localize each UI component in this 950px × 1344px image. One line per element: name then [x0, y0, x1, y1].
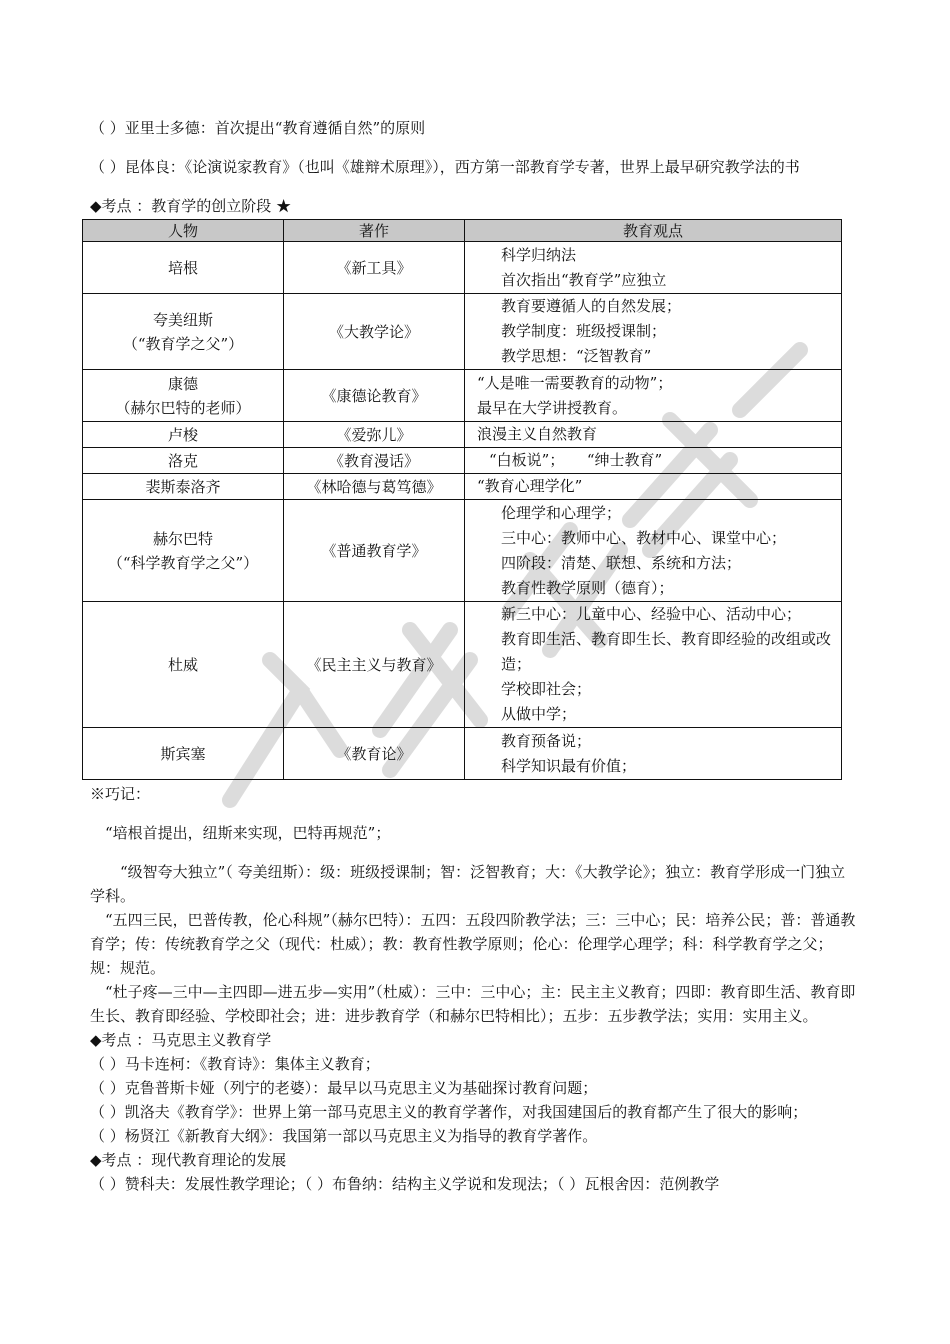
work-cell: 《康德论教育》: [284, 370, 465, 422]
table-header-row: [83, 220, 842, 242]
person-note: （“科学教育学之父”）: [107, 553, 259, 572]
table-row: [83, 422, 842, 448]
header-views: 教育观点: [465, 220, 842, 242]
view-item: 教育即生活、教育即生长、教育即经验的改组或改造；: [501, 630, 832, 673]
views-cell: [465, 474, 842, 500]
views-cell: [465, 500, 842, 602]
view-item: 科学知识最有价值；: [501, 756, 637, 775]
view-item: 学校即社会；: [501, 680, 592, 698]
work-cell: 《大教学论》: [284, 294, 465, 370]
text-line: （ ）凯洛夫《教育学》：世界上第一部马克思主义的教育学著作，对我国建国后的教育都产生了很大的影响；: [90, 1103, 808, 1121]
text-line: （ ）马卡连柯：《教育诗》：集体主义教育；: [90, 1055, 380, 1073]
view-item: “白板说”； “绅士教育”: [489, 451, 663, 469]
person-name: 杜威: [167, 655, 198, 674]
person-cell: [83, 294, 284, 370]
view-item: 教育预备说；: [501, 731, 592, 750]
person-name: 裴斯泰洛齐: [145, 477, 221, 496]
section-heading-founding: [90, 194, 860, 218]
work-cell: 《林哈德与葛笃德》: [284, 474, 465, 500]
view-item: 教育要遵循人的自然发展；: [501, 297, 682, 315]
person-name: 卢梭: [167, 425, 198, 444]
section-heading-modern: ◆考点 ：现代教育理论的发展: [90, 1151, 287, 1169]
text-line-aristotle: （ ）亚里士多德：首次提出“教育遵循自然”的原则: [90, 119, 426, 137]
person-name: 夸美纽斯: [152, 310, 213, 329]
view-item: 从做中学；: [501, 705, 577, 723]
work-cell: 《民主主义与教育》: [284, 602, 465, 728]
table-row: [83, 448, 842, 474]
view-item: 浪漫主义自然教育: [477, 425, 598, 443]
header-person: 人物: [83, 220, 284, 242]
view-item: “人是唯一需要教育的动物”；: [477, 373, 673, 392]
text-line: （ ）赞科夫：发展性教学理论；（ ）布鲁纳：结构主义学说和发现法；（ ）瓦根舍因：范例教学: [90, 1175, 720, 1193]
person-cell: [83, 500, 284, 602]
person-cell: [83, 728, 284, 780]
table-row: [83, 474, 842, 500]
section-heading-marxist: ◆考点 ：马克思主义教育学: [90, 1031, 272, 1049]
person-cell: [83, 370, 284, 422]
person-cell: [83, 242, 284, 294]
mnemonic-line: “培根首提出，纽斯来实现，巴特再规范”；: [105, 824, 391, 842]
text-line-quintilian: （ ）昆体良：《论演说家教育》（也叫《雄辩术原理》），西方第一部教育学专著，世界上最早研究教学法的书: [90, 158, 800, 176]
mnemonic-line: “五四三民，巴普传教，伦心科规”（赫尔巴特）：五四：五段四阶教学法；三：三中心；民：培养公民；普：普通教育学；传：传统教育学之父（现代：杜威）；教：教育性教学原则；伦心：伦理学心理学；科：科学教育学之父；规：规范。: [90, 911, 856, 977]
views-cell: [465, 294, 842, 370]
person-note: （赫尔巴特的老师）: [115, 398, 251, 417]
views-cell: [465, 242, 842, 294]
section-heading-founding-text: ◆考点 ：教育学的创立阶段 ★: [90, 197, 292, 215]
person-name: 康德: [167, 374, 198, 393]
view-item: 教学思想：“泛智教育”: [501, 347, 652, 365]
views-cell: [465, 728, 842, 780]
person-name: 洛克: [167, 451, 198, 470]
person-name: 赫尔巴特: [152, 529, 213, 548]
table-row: [83, 602, 842, 728]
table-row: [83, 728, 842, 780]
view-item: 教学制度：班级授课制；: [501, 322, 667, 340]
view-item: 新三中心：儿童中心、经验中心、活动中心；: [501, 605, 802, 623]
views-cell: [465, 602, 842, 728]
mnemonic-line: “杜子疼—三中—主四即—进五步—实用”（杜威）：三中：三中心；主：民主主义教育；四即：教育即生活、教育即生长、教育即经验、学校即社会；进：进步教育学（和赫尔巴特相比）；五步：五步教学法；实用：实用主义。: [90, 983, 856, 1025]
table-row: [83, 294, 842, 370]
person-cell: [83, 422, 284, 448]
table-row: [83, 242, 842, 294]
view-item: 伦理学和心理学；: [501, 503, 622, 522]
view-item: “教育心理学化”: [477, 477, 583, 495]
header-work: 著作: [284, 220, 465, 242]
person-name: 斯宾塞: [160, 744, 206, 763]
founders-table: [82, 219, 842, 780]
view-item: 教育性教学原则（德育）；: [501, 578, 674, 597]
work-cell: 《爱弥儿》: [284, 422, 465, 448]
views-cell: [465, 422, 842, 448]
views-cell: [465, 448, 842, 474]
view-item: 首次指出“教育学”应独立: [501, 270, 667, 289]
text-line: （ ）杨贤江《新教育大纲》：我国第一部以马克思主义为指导的教育学著作。: [90, 1127, 598, 1145]
document-page: [90, 116, 860, 1196]
person-name: 培根: [167, 258, 198, 277]
view-item: 四阶段：清楚、联想、系统和方法；: [501, 553, 742, 572]
view-item: 三中心：教师中心、教材中心、课堂中心；: [501, 528, 787, 547]
work-cell: 《普通教育学》: [284, 500, 465, 602]
work-cell: 《教育漫话》: [284, 448, 465, 474]
work-cell: 《新工具》: [284, 242, 465, 294]
views-cell: [465, 370, 842, 422]
work-cell: 《教育论》: [284, 728, 465, 780]
view-item: 最早在大学讲授教育。: [477, 398, 628, 417]
mnemonic-title: ※巧记：: [90, 785, 151, 803]
person-cell: [83, 474, 284, 500]
person-cell: [83, 448, 284, 474]
table-row: [83, 370, 842, 422]
mnemonic-line: “级智夸大独立”（ 夸美纽斯）：级：班级授课制；智：泛智教育；大：《大教学论》；独立：教育学形成一门独立学科。: [90, 863, 846, 905]
person-note: （“教育学之父”）: [122, 334, 244, 353]
text-line: （ ）克鲁普斯卡娅（列宁的老婆）：最早以马克思主义为基础探讨教育问题；: [90, 1079, 598, 1097]
person-cell: [83, 602, 284, 728]
table-row: [83, 500, 842, 602]
view-item: 科学归纳法: [501, 245, 577, 264]
